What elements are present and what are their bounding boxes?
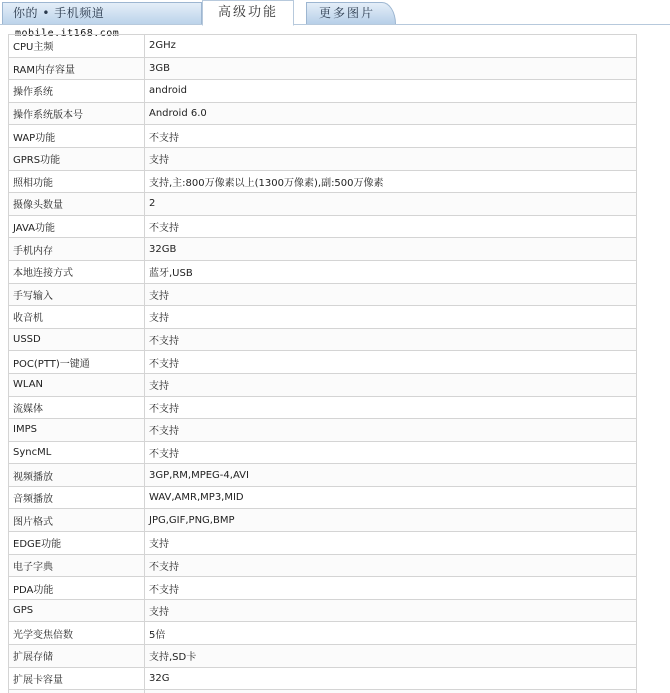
- spec-row: [9, 238, 637, 261]
- spec-row: [9, 351, 637, 374]
- tab-more-images[interactable]: 更多图片: [306, 2, 396, 24]
- site-domain-watermark: mobile.it168.com: [15, 28, 120, 39]
- spec-value: 支持: [145, 283, 637, 306]
- spec-value: android: [145, 80, 637, 103]
- spec-row: [9, 125, 637, 148]
- spec-value: Android 6.0: [145, 102, 637, 125]
- spec-key: 流媒体: [9, 396, 145, 419]
- spec-row: [9, 441, 637, 464]
- spec-key: 摄像头数量: [9, 193, 145, 216]
- tab-bar-divider: [0, 24, 670, 25]
- spec-value: 支持,主:800万像素以上(1300万像素),副:500万像素: [145, 170, 637, 193]
- spec-value: 3GP,RM,MPEG-4,AVI: [145, 464, 637, 487]
- spec-row: [9, 35, 637, 58]
- spec-key: 扩展存储: [9, 645, 145, 668]
- spec-value: 不支持: [145, 351, 637, 374]
- spec-key: 扩展卡容量: [9, 667, 145, 690]
- spec-row: [9, 80, 637, 103]
- spec-value: 不支持: [145, 441, 637, 464]
- spec-key: 操作系统: [9, 80, 145, 103]
- spec-key: 收音机: [9, 306, 145, 329]
- spec-row: [9, 147, 637, 170]
- spec-value: 支持: [145, 147, 637, 170]
- spec-table-body: [9, 35, 637, 693]
- spec-value: 不支持: [145, 328, 637, 351]
- spec-value: 5倍: [145, 622, 637, 645]
- spec-key: GPRS功能: [9, 147, 145, 170]
- spec-row: [9, 215, 637, 238]
- spec-key: 图片格式: [9, 509, 145, 532]
- spec-value: 不支持: [145, 554, 637, 577]
- spec-key: 电子字典: [9, 554, 145, 577]
- spec-row: [9, 577, 637, 600]
- spec-value: 支持: [145, 373, 637, 396]
- spec-row: [9, 260, 637, 283]
- spec-row: [9, 193, 637, 216]
- spec-row: [9, 464, 637, 487]
- spec-key: EDGE功能: [9, 532, 145, 555]
- spec-key: USSD: [9, 328, 145, 351]
- spec-value: 不支持: [145, 419, 637, 442]
- spec-value: WAV,AMR,MP3,MID: [145, 486, 637, 509]
- spec-value: 2: [145, 193, 637, 216]
- spec-row: [9, 509, 637, 532]
- spec-row: [9, 532, 637, 555]
- spec-key: RAM内存容量: [9, 57, 145, 80]
- spec-key: 音频播放: [9, 486, 145, 509]
- spec-row: [9, 102, 637, 125]
- spec-value: 支持,SD卡: [145, 645, 637, 668]
- spec-key: GPS: [9, 599, 145, 622]
- spec-row: [9, 645, 637, 668]
- spec-value: 蓝牙,USB: [145, 260, 637, 283]
- spec-value: 3GB: [145, 57, 637, 80]
- spec-value: 支持: [145, 532, 637, 555]
- spec-value: 2GHz: [145, 35, 637, 58]
- spec-value: 支持: [145, 306, 637, 329]
- spec-row: [9, 306, 637, 329]
- spec-key: IMPS: [9, 419, 145, 442]
- spec-row: [9, 328, 637, 351]
- spec-value: JPG,GIF,PNG,BMP: [145, 509, 637, 532]
- spec-row: [9, 283, 637, 306]
- spec-value: 不支持: [145, 577, 637, 600]
- spec-key: WLAN: [9, 373, 145, 396]
- site-label: 你的 • 手机频道: [13, 6, 105, 20]
- spec-row: [9, 667, 637, 690]
- spec-row: [9, 554, 637, 577]
- tab-site[interactable]: [2, 2, 202, 39]
- spec-key: 本地连接方式: [9, 260, 145, 283]
- tab-advanced-features[interactable]: 高级功能: [202, 0, 294, 26]
- spec-value: 不支持: [145, 215, 637, 238]
- spec-row: [9, 57, 637, 80]
- spec-value: 支持: [145, 599, 637, 622]
- spec-value: 32GB: [145, 238, 637, 261]
- spec-row: [9, 599, 637, 622]
- spec-value: 不支持: [145, 396, 637, 419]
- spec-value: 不支持: [145, 125, 637, 148]
- spec-row: [9, 373, 637, 396]
- spec-key: JAVA功能: [9, 215, 145, 238]
- spec-row: [9, 170, 637, 193]
- spec-row: [9, 419, 637, 442]
- spec-row: [9, 486, 637, 509]
- spec-row: [9, 622, 637, 645]
- spec-key: SyncML: [9, 441, 145, 464]
- spec-key: 手写输入: [9, 283, 145, 306]
- spec-key: CPU主频: [9, 35, 145, 58]
- spec-value: 32G: [145, 667, 637, 690]
- spec-key: 光学变焦倍数: [9, 622, 145, 645]
- spec-key: WAP功能: [9, 125, 145, 148]
- spec-key: 手机内存: [9, 238, 145, 261]
- spec-key: 操作系统版本号: [9, 102, 145, 125]
- tab-bar: [0, 0, 670, 39]
- spec-row: [9, 396, 637, 419]
- spec-key: PDA功能: [9, 577, 145, 600]
- spec-key: POC(PTT)一键通: [9, 351, 145, 374]
- spec-table: [8, 34, 637, 693]
- spec-panel: [0, 30, 640, 693]
- spec-key: 照相功能: [9, 170, 145, 193]
- spec-key: 视频播放: [9, 464, 145, 487]
